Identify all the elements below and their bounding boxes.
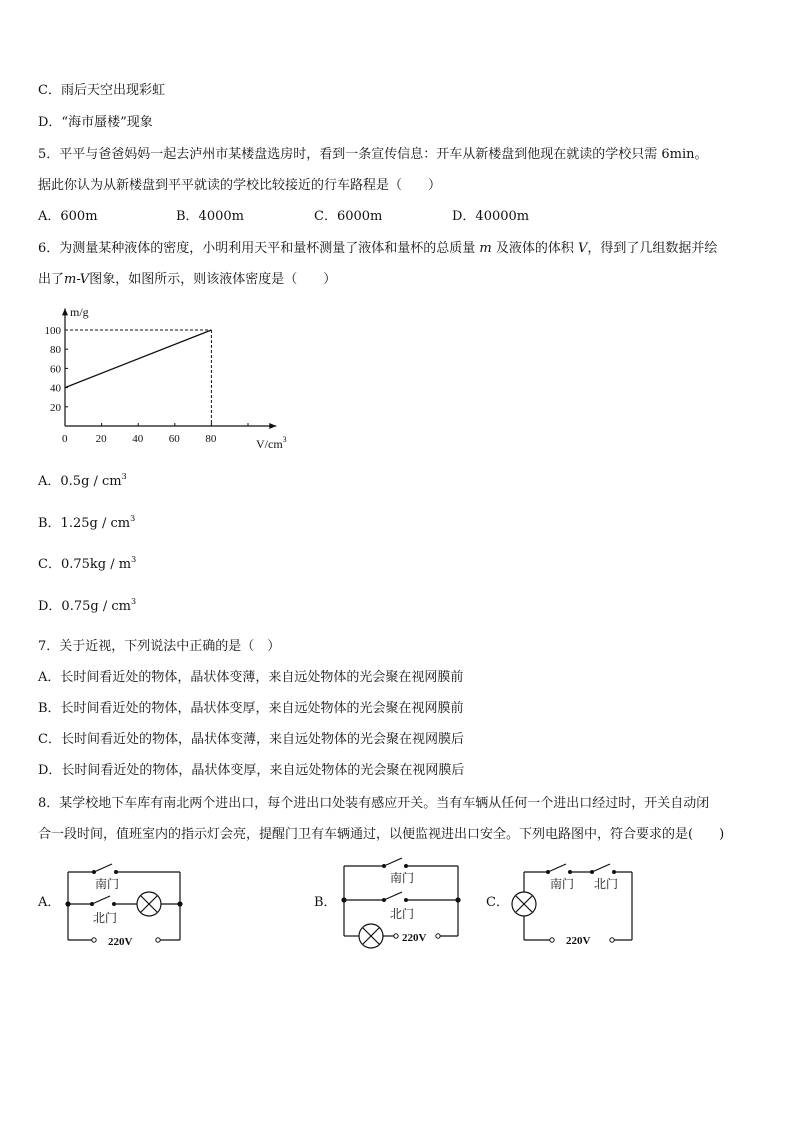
option-d-mirage: D．“海市蜃楼”现象	[38, 115, 153, 130]
chart-y-tick-label: 20	[50, 401, 61, 414]
q6-stem-text-d: 出了	[38, 272, 65, 287]
q5-stem-line1: 5．平平与爸爸妈妈一起去泸州市某楼盘选房时，看到一条宣传信息：开车从新楼盘到他现在就读的学校只需 6min。	[38, 147, 708, 162]
q6-option-b-sup: 3	[130, 514, 136, 523]
q6-option-a	[38, 473, 127, 491]
option-c-rainbow: C．雨后天空出现彩虹	[38, 83, 165, 98]
q6-option-c-sup: 3	[131, 555, 137, 564]
q8-option-b-label: B．	[314, 895, 337, 910]
q8-option-a-label: A．	[38, 895, 61, 910]
q8-stem-line1: 8．某学校地下车库有南北两个进出口，每个进出口处装有感应开关。当有车辆从任何一个进出口经过时，开关自动闭	[38, 796, 710, 811]
q8-option-c-label: C．	[486, 895, 509, 910]
q6-option-d-sup: 3	[130, 597, 137, 606]
chart-y-axis-arrow	[62, 308, 68, 315]
q5-option-b: B．4000m	[176, 209, 244, 224]
circuit-diagram-a	[62, 858, 192, 950]
chart-y-tick-label: 100	[44, 325, 61, 337]
chart-x-axis-arrow	[269, 423, 276, 429]
chart-x-tick-label: 60	[168, 433, 180, 445]
chart-x-tick-label: 0	[62, 433, 68, 445]
circuit-c-south-gate-label: 南门	[550, 877, 575, 891]
circuit-a-voltage-label: 220V	[108, 936, 133, 948]
q6-stem-text-b: 及液体的体积	[491, 241, 578, 256]
circuit-c-north-gate-label: 北门	[594, 877, 619, 891]
q6-option-d-text: D．0.75g / cm	[38, 599, 131, 614]
chart-x-tick-label: 20	[95, 433, 107, 445]
q6-option-b-text: B．1.25g / cm	[38, 516, 131, 531]
circuit-a-south-gate-label: 南门	[95, 877, 120, 891]
circuit-b-south-gate-label: 南门	[390, 871, 415, 885]
mv-graph	[30, 298, 310, 458]
q6-stem-text-e: 图象，如图所示，则该液体密度是（ ）	[89, 272, 337, 287]
q7-option-c: C．长时间看近处的物体，晶状体变薄，来自远处物体的光会聚在视网膜后	[38, 732, 464, 747]
q6-option-b	[38, 515, 135, 533]
chart-series-line	[65, 330, 211, 388]
chart-y-tick-label: 80	[50, 344, 61, 357]
q5-option-a: A．600m	[38, 209, 98, 224]
q6-volume-symbol: V	[578, 241, 588, 256]
chart-x-tick-label: 40	[132, 433, 144, 445]
q6-stem-line2	[38, 271, 336, 289]
q5-option-c: C．6000m	[314, 209, 383, 224]
q6-mv-symbol: m-V	[64, 272, 90, 287]
q7-option-d: D．长时间看近处的物体，晶状体变厚，来自远处物体的光会聚在视网膜后	[38, 763, 465, 778]
q7-option-a: A．长时间看近处的物体，晶状体变薄，来自远处物体的光会聚在视网膜前	[38, 670, 464, 685]
q6-option-a-sup: 3	[121, 472, 127, 481]
q6-option-c	[38, 556, 136, 574]
circuit-diagram-c	[508, 858, 640, 950]
q6-option-a-text: A．0.5g / cm	[38, 474, 122, 489]
chart-x-axis-label-sup: 3	[282, 435, 287, 444]
circuit-b-voltage-label: 220V	[402, 932, 427, 944]
q7-stem: 7．关于近视，下列说法中正确的是（ ）	[38, 639, 281, 654]
q5-stem-line2: 据此你认为从新楼盘到平平就读的学校比较接近的行车路程是（ ）	[38, 178, 442, 193]
q6-stem-line1	[38, 240, 717, 258]
q6-option-d	[38, 598, 136, 616]
q6-option-c-text: C．0.75kg / m	[38, 557, 132, 572]
circuit-c-voltage-label: 220V	[566, 935, 591, 947]
q7-option-b: B．长时间看近处的物体，晶状体变厚，来自远处物体的光会聚在视网膜前	[38, 701, 464, 716]
circuit-b-north-gate-label: 北门	[390, 907, 415, 921]
chart-x-axis-label-text: V/cm	[256, 437, 283, 451]
chart-y-axis-label: m/g	[70, 305, 89, 319]
chart-y-tick-label: 40	[50, 382, 61, 395]
chart-y-tick-label: 60	[50, 363, 61, 376]
circuit-a-north-gate-label: 北门	[93, 911, 118, 925]
q8-stem-line2: 合一段时间，值班室内的指示灯会亮，提醒门卫有车辆通过，以便监视进出口安全。下列电路图中，符合要求的是( )	[38, 827, 725, 842]
q5-option-d: D．40000m	[452, 209, 530, 224]
chart-x-tick-label: 80	[205, 433, 217, 445]
circuit-diagram-b	[338, 856, 468, 952]
q6-stem-text-a: 6．为测量某种液体的密度，小明利用天平和量杯测量了液体和量杯的总质量	[38, 241, 480, 256]
chart-x-axis-label	[256, 435, 287, 451]
q6-stem-text-c: ，得到了几组数据并绘	[587, 241, 718, 256]
q6-mass-symbol: m	[479, 241, 492, 256]
